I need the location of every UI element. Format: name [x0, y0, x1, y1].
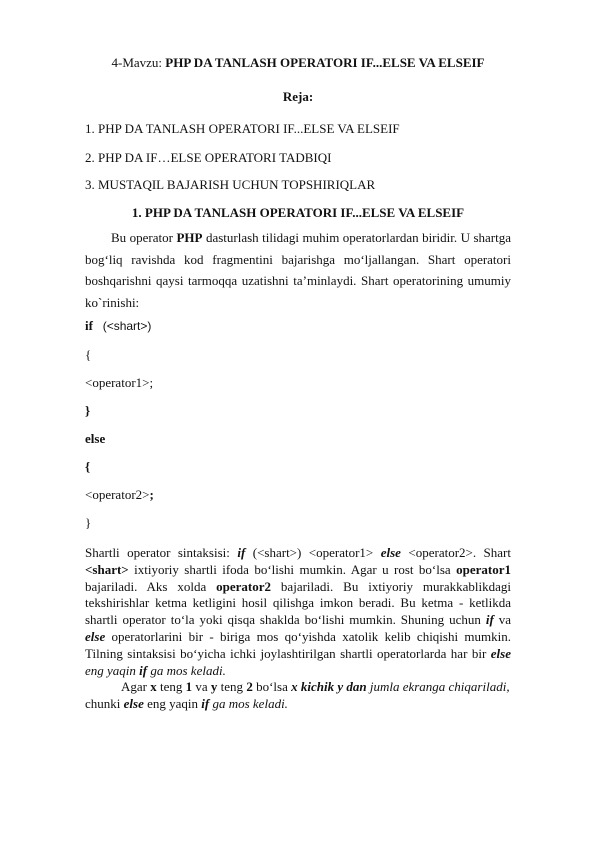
code-if-keyword: if — [85, 318, 93, 333]
code-operator1: <operator1>; — [85, 375, 154, 390]
code-open-brace-2: { — [85, 459, 91, 474]
code-if-arg: (<shart>) — [102, 319, 152, 333]
topic-title — [0, 55, 596, 71]
plan-item-3: 3. MUSTAQIL BAJARISH UCHUN TOPSHIRIQLAR — [85, 177, 376, 192]
code-close-brace-1: } — [85, 403, 91, 418]
syntax-paragraph: Shartli operator sintaksisi: if (<shart>) <operator1> else <operator2>. Shart <shart> ixtiyoriy shartli ifoda bo‘lishi mumkin. Agar u rost bo‘lsa operator1 bajariladi. Aks xolda operator2 bajariladi. Bu ixtiyoriy murakkablikdagi tekshirishlar ketma ketligini hosil qilishga imkon beradi. Bu ketma - ketlikda shartli operator to‘la yoki qisqa shaklda bo‘lishi mumkin. Shuning uchun if va else operatorlarini bir - biriga mos qo‘yishda xatolik kelib chiqishi mumkin. Tilning sintaksisi bo‘yicha ichki joylashtirilgan shartli operatorlarda har bir else eng yaqin if ga mos keladi. — [85, 545, 512, 678]
topic-title-text: PHP DA TANLASH OPERATORI IF...ELSE VA ELSEIF — [165, 55, 485, 70]
intro-paragraph: Bu operator PHP dasturlash tilidagi muhim operatorlardan biridir. U shartga bog‘liq ravishda kod fragmentini bajarishga mo‘ljallangan. Shart operatori boshqarishni qaysi tarmoqqa uzatishni ta’minlaydi. Shart operatorining umumiy ko`rinishi: — [85, 230, 512, 310]
plan-item-2: 2. PHP DA IF…ELSE OPERATORI TADBIQI — [85, 150, 332, 165]
code-operator2: <operator2>; — [85, 487, 154, 502]
topic-prefix: 4-Mavzu: — [111, 55, 166, 70]
example-paragraph: Agar x teng 1 va y teng 2 bo‘lsa x kichik y dan jumla ekranga chiqariladi, chunki else eng yaqin if ga mos keladi. — [85, 679, 510, 711]
code-close-brace-2: } — [85, 515, 92, 530]
code-else-keyword: else — [85, 431, 106, 446]
plan-item-1: 1. PHP DA TANLASH OPERATORI IF...ELSE VA ELSEIF — [85, 121, 400, 136]
code-if-line — [85, 318, 151, 334]
plan-label: Reja: — [282, 89, 314, 104]
section-heading: 1. PHP DA TANLASH OPERATORI IF...ELSE VA ELSEIF — [131, 205, 465, 220]
code-open-brace-1: { — [85, 347, 92, 362]
